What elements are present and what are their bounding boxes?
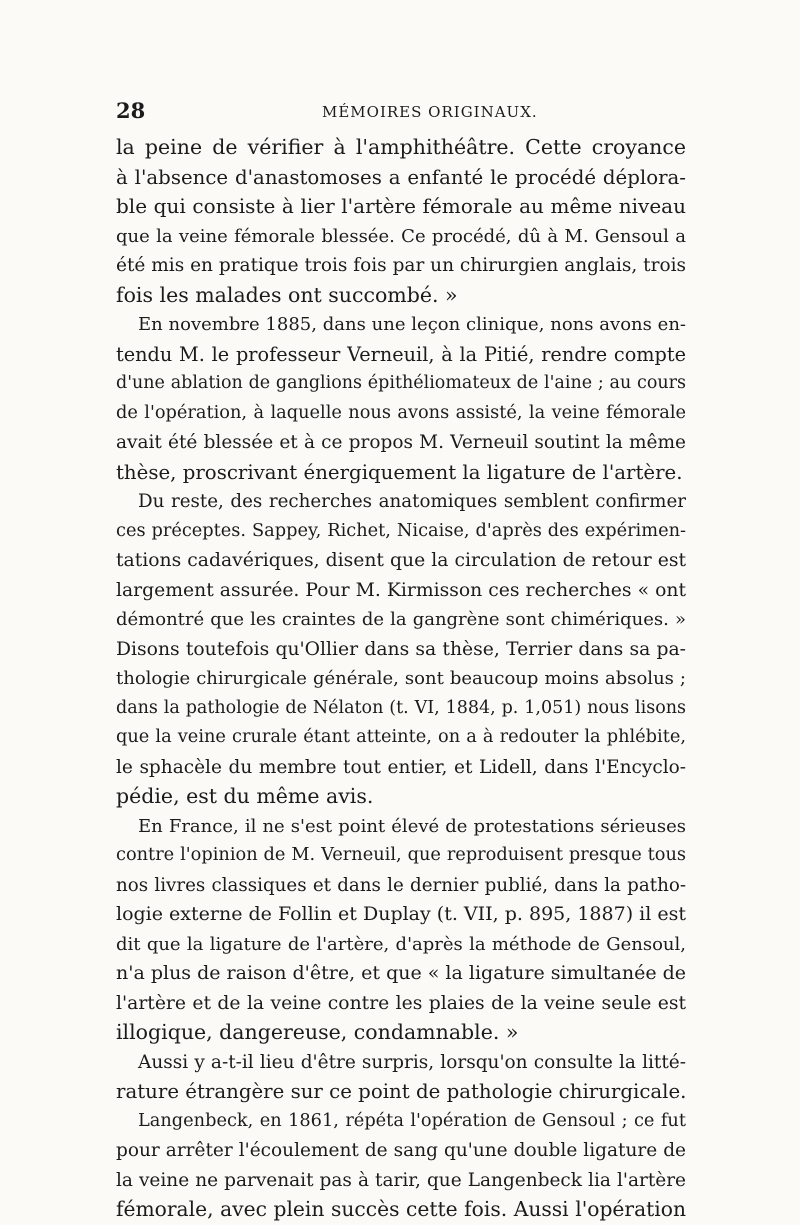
text-line: thèse, proscrivant énergiquement la ligature de l'artère.	[116, 460, 683, 484]
text-line: d'une ablation de ganglions épithéliomateux de l'aine ; au cours	[116, 373, 686, 393]
text-line: largement assurée. Pour M. Kirmisson ces recherches « ont	[116, 579, 686, 601]
text-line: Aussi y a-t-il lieu d'être surpris, lorsqu'on consulte la litté-	[138, 1051, 686, 1073]
text-line: dans la pathologie de Nélaton (t. VI, 1884, p. 1,051) nous lisons	[116, 697, 686, 718]
text-line: fois les malades ont succombé. »	[116, 282, 458, 307]
text-line: démontré que les craintes de la gangrène sont chimériques. »	[116, 609, 686, 630]
text-line: rature étrangère sur ce point de pathologie chirurgicale.	[116, 1080, 687, 1103]
text-line: contre l'opinion de M. Verneuil, que reproduisent presque tous	[116, 845, 686, 865]
text-line: été mis en pratique trois fois par un chirurgien anglais, trois	[116, 255, 686, 276]
text-line: thologie chirurgicale générale, sont beaucoup moins absolus ;	[116, 668, 686, 689]
text-line: ces préceptes. Sappey, Richet, Nicaise, d'après des expérimen-	[116, 520, 686, 541]
body-text	[116, 133, 686, 1225]
text-line: dit que la ligature de l'artère, d'après la méthode de Gensoul,	[116, 933, 686, 955]
text-line: pédie, est du même avis.	[116, 784, 374, 808]
text-line: avait été blessée et à ce propos M. Verneuil soutint la même	[116, 432, 686, 453]
text-line: la veine ne parvenait pas à tarir, que Langenbeck lia l'artère	[116, 1169, 686, 1191]
text-line: que la veine fémorale blessée. Ce procédé, dû à M. Gensoul a	[116, 225, 686, 247]
text-line: logie externe de Follin et Duplay (t. VII, p. 895, 1887) il est	[116, 903, 686, 925]
page-number: 28	[116, 98, 146, 123]
running-head: MÉMOIRES ORIGINAUX.	[322, 103, 538, 121]
text-line: n'a plus de raison d'être, et que « la ligature simultanée de	[116, 962, 687, 984]
text-line: ble qui consiste à lier l'artère fémorale au même niveau	[116, 194, 686, 218]
text-line: fémorale, avec plein succès cette fois. Aussi l'opération	[116, 1197, 686, 1221]
text-line: le sphacèle du membre tout entier, et Lidell, dans l'Encyclo-	[116, 756, 686, 778]
text-line: Langenbeck, en 1861, répéta l'opération de Gensoul ; ce fut	[138, 1110, 686, 1131]
text-line: nos livres classiques et dans le dernier publié, dans la patho-	[116, 874, 686, 896]
text-line: En novembre 1885, dans une leçon clinique, nons avons en-	[138, 314, 686, 335]
text-line: tations cadavériques, disent que la circulation de retour est	[116, 550, 686, 571]
page-header	[116, 98, 686, 128]
text-line: pour arrêter l'écoulement de sang qu'une double ligature de	[116, 1140, 686, 1161]
text-line: la peine de vérifier à l'amphithéâtre. Cette croyance	[116, 135, 686, 159]
text-line: l'artère et de la veine contre les plaies de la veine seule est	[116, 992, 686, 1014]
text-line: que la veine crurale étant atteinte, on a à redouter la phlébite,	[116, 727, 686, 747]
text-line: Disons toutefois qu'Ollier dans sa thèse, Terrier dans sa pa-	[116, 638, 686, 660]
text-line: En France, il ne s'est point élevé de protestations sérieuses	[138, 815, 686, 837]
text-line: à l'absence d'anastomoses a enfanté le procédé déplora-	[116, 165, 686, 189]
text-line: illogique, dangereuse, condamnable. »	[116, 1020, 519, 1044]
text-line: Du reste, des recherches anatomiques semblent confirmer	[138, 491, 686, 512]
text-line: tendu M. le professeur Verneuil, à la Pitié, rendre compte	[116, 342, 686, 366]
text-line: de l'opération, à laquelle nous avons assisté, la veine fémorale	[116, 402, 686, 423]
